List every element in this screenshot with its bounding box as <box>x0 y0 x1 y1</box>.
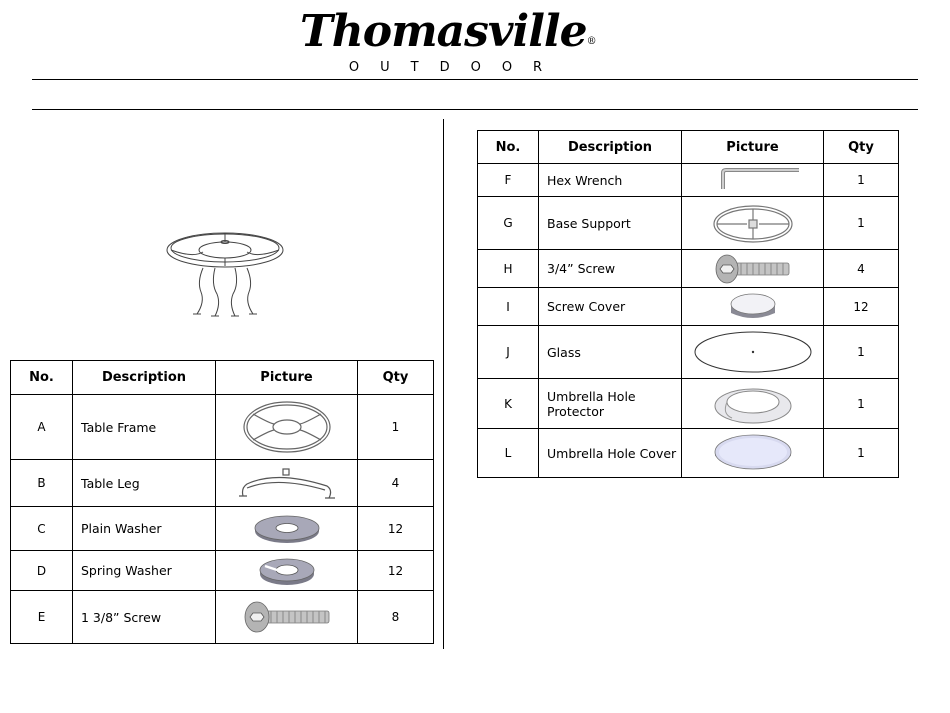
umbrella-hole-cover-icon <box>682 429 824 478</box>
brand-logo <box>300 6 596 75</box>
header-picture: Picture <box>216 361 358 395</box>
part-qty: 8 <box>358 591 434 644</box>
parts-table-left <box>10 360 434 644</box>
header-rule-bottom <box>32 109 918 110</box>
part-description: Hex Wrench <box>539 164 682 197</box>
part-no: I <box>478 288 539 326</box>
table-row <box>11 460 434 507</box>
table-header-row <box>11 361 434 395</box>
part-qty: 12 <box>824 288 899 326</box>
table-header-row <box>478 131 899 164</box>
part-description: Umbrella Hole Cover <box>539 429 682 478</box>
table-row <box>11 551 434 591</box>
part-description: Table Frame <box>73 395 216 460</box>
header-picture: Picture <box>682 131 824 164</box>
part-no: J <box>478 326 539 379</box>
table-row <box>478 197 899 250</box>
part-description: Base Support <box>539 197 682 250</box>
table-frame-icon <box>216 395 358 460</box>
part-qty: 1 <box>358 395 434 460</box>
table-row <box>11 591 434 644</box>
header-qty: Qty <box>358 361 434 395</box>
screw-icon <box>216 591 358 644</box>
part-no: A <box>11 395 73 460</box>
part-description: Screw Cover <box>539 288 682 326</box>
part-qty: 1 <box>824 379 899 429</box>
header-qty: Qty <box>824 131 899 164</box>
part-no: E <box>11 591 73 644</box>
brand-subtitle: OUTDOOR <box>348 60 564 75</box>
brand-name <box>300 6 596 58</box>
part-qty: 4 <box>824 250 899 288</box>
header-rule-top <box>32 79 918 80</box>
short-screw-icon <box>682 250 824 288</box>
part-qty: 4 <box>358 460 434 507</box>
glass-icon <box>682 326 824 379</box>
header-no: No. <box>478 131 539 164</box>
part-qty: 1 <box>824 326 899 379</box>
table-row <box>478 288 899 326</box>
header-no: No. <box>11 361 73 395</box>
part-description: Spring Washer <box>73 551 216 591</box>
part-no: K <box>478 379 539 429</box>
column-divider <box>443 119 444 649</box>
part-description: Table Leg <box>73 460 216 507</box>
table-row <box>478 379 899 429</box>
part-no: C <box>11 507 73 551</box>
part-qty: 1 <box>824 429 899 478</box>
registered-mark: ® <box>586 36 596 47</box>
part-description: 1 3/8” Screw <box>73 591 216 644</box>
part-qty: 12 <box>358 551 434 591</box>
part-qty: 12 <box>358 507 434 551</box>
header-description: Description <box>73 361 216 395</box>
table-row <box>11 395 434 460</box>
part-qty: 1 <box>824 164 899 197</box>
plain-washer-icon <box>216 507 358 551</box>
part-description: 3/4” Screw <box>539 250 682 288</box>
part-description: Umbrella Hole Protector <box>539 379 682 429</box>
header-description: Description <box>539 131 682 164</box>
spring-washer-icon <box>216 551 358 591</box>
table-row <box>478 429 899 478</box>
parts-table-right <box>477 130 899 478</box>
table-leg-icon <box>216 460 358 507</box>
part-no: G <box>478 197 539 250</box>
part-no: B <box>11 460 73 507</box>
brand-name-text: Thomasville <box>300 6 587 57</box>
table-row <box>478 326 899 379</box>
screw-cover-icon <box>682 288 824 326</box>
part-no: L <box>478 429 539 478</box>
part-no: F <box>478 164 539 197</box>
part-description: Plain Washer <box>73 507 216 551</box>
part-description: Glass <box>539 326 682 379</box>
umbrella-hole-protector-icon <box>682 379 824 429</box>
assembled-table-illustration <box>163 230 288 326</box>
table-row <box>478 250 899 288</box>
hex-wrench-icon <box>682 164 824 197</box>
part-no: D <box>11 551 73 591</box>
part-no: H <box>478 250 539 288</box>
table-row <box>478 164 899 197</box>
table-row <box>11 507 434 551</box>
base-support-icon <box>682 197 824 250</box>
part-qty: 1 <box>824 197 899 250</box>
